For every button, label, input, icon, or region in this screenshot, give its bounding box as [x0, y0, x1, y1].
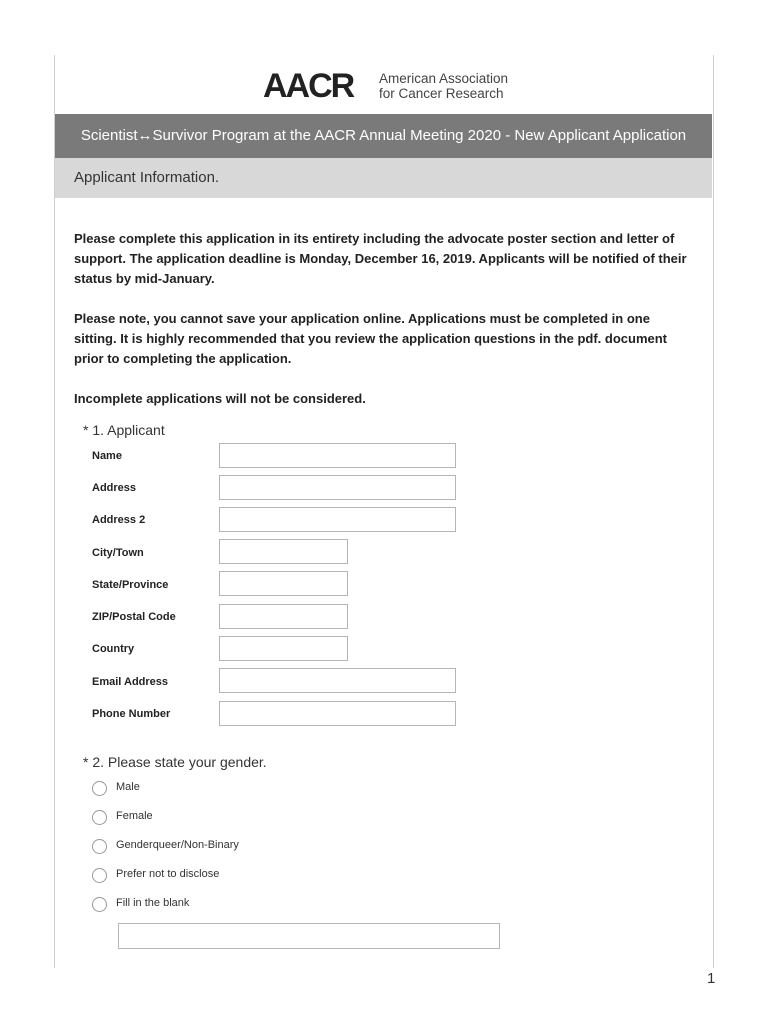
intro-paragraph-1: Please complete this application in its entirety including the advocate poster section and letter of support. The application deadline is Monday, December 16, 2019. Applicants will be notified of their status by mid-January. [74, 231, 687, 286]
country-label: Country [92, 643, 135, 655]
address-2-label: Address 2 [92, 514, 146, 526]
radio-button[interactable] [92, 810, 107, 825]
fill-in-blank-input[interactable] [118, 923, 500, 949]
radio-button[interactable] [92, 781, 107, 796]
logo-text [379, 71, 508, 101]
country-input[interactable] [219, 636, 348, 661]
section-header [55, 158, 712, 198]
intro-paragraph-2: Please note, you cannot save your application online. Applications must be completed in one sitting. It is highly recommended that you review the application questions in the pdf. document prior to completing the application. [74, 311, 668, 366]
address-input[interactable] [219, 475, 456, 500]
page-number: 1 [707, 970, 716, 987]
option-label: Prefer not to disclose [116, 868, 220, 880]
aacr-logo [263, 67, 523, 105]
address-2-input[interactable] [219, 507, 456, 532]
phone-input[interactable] [219, 701, 456, 726]
radio-button[interactable] [92, 868, 107, 883]
state-input[interactable] [219, 571, 348, 596]
form-title: Scientist↔Survivor Program at the AACR Annual Meeting 2020 - New Applicant Application [55, 114, 712, 158]
intro-text [74, 229, 692, 429]
address-label: Address [92, 482, 137, 494]
logo-line-1: American Association [379, 71, 509, 86]
email-input[interactable] [219, 668, 456, 693]
zip-input[interactable] [219, 604, 348, 629]
state-label: State/Province [92, 579, 169, 591]
city-label: City/Town [92, 547, 144, 559]
radio-button[interactable] [92, 897, 107, 912]
name-input[interactable] [219, 443, 456, 468]
question-2-title: * 2. Please state your gender. [83, 754, 267, 770]
phone-label: Phone Number [92, 708, 171, 720]
option-label: Genderqueer/Non-Binary [116, 839, 239, 851]
question-1-title: * 1. Applicant [83, 422, 165, 438]
name-label: Name [92, 450, 122, 462]
option-label: Fill in the blank [116, 897, 190, 909]
intro-paragraph-3: Incomplete applications will not be considered. [74, 391, 366, 406]
zip-label: ZIP/Postal Code [92, 611, 176, 623]
section-title: Applicant Information. [74, 169, 220, 186]
radio-button[interactable] [92, 839, 107, 854]
email-label: Email Address [92, 676, 169, 688]
logo-line-2: for Cancer Research [379, 86, 504, 101]
option-label: Female [116, 810, 153, 822]
city-input[interactable] [219, 539, 348, 564]
option-label: Male [116, 781, 140, 793]
logo-mark: AACR [263, 67, 354, 105]
